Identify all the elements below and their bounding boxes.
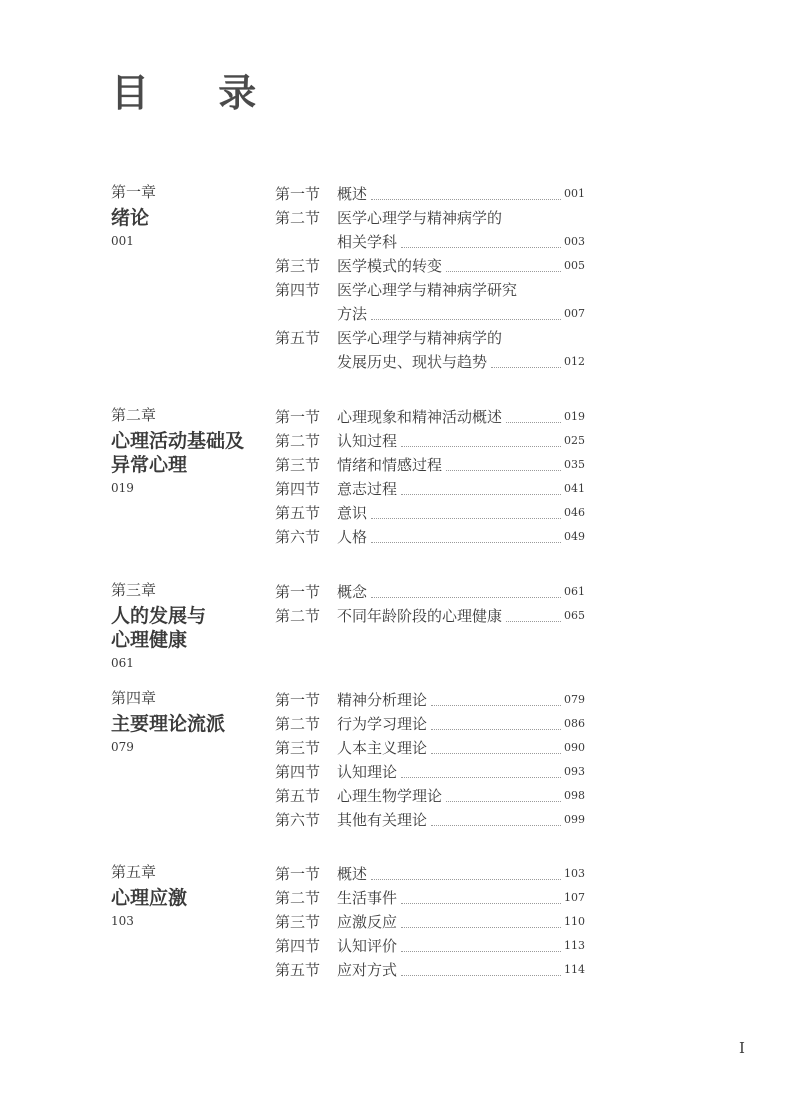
toc-entry[interactable] bbox=[275, 604, 585, 628]
dot-leader bbox=[371, 319, 561, 320]
section-title: 方法 bbox=[337, 305, 368, 323]
chapter-title bbox=[111, 886, 271, 910]
section-number: 第四节 bbox=[275, 763, 321, 781]
section-number: 第一节 bbox=[275, 865, 321, 883]
section-page-number: 090 bbox=[564, 741, 585, 754]
section-list bbox=[275, 862, 585, 982]
section-page-number: 103 bbox=[564, 867, 585, 880]
section-number: 第三节 bbox=[275, 913, 321, 931]
section-page-number: 110 bbox=[564, 915, 585, 928]
toc-entry[interactable] bbox=[275, 808, 585, 832]
toc-entry[interactable] bbox=[275, 254, 585, 278]
section-number: 第一节 bbox=[275, 583, 321, 601]
chapter-title-line: 心理活动基础及 bbox=[111, 430, 245, 452]
section-page-number: 041 bbox=[564, 482, 585, 495]
page-number: I bbox=[739, 1039, 745, 1057]
section-number: 第四节 bbox=[275, 937, 321, 955]
chapter-label: 第二章 bbox=[111, 406, 157, 424]
section-page-number: 107 bbox=[564, 891, 585, 904]
section-page-number: 114 bbox=[564, 963, 585, 976]
section-title: 不同年龄阶段的心理健康 bbox=[337, 607, 503, 625]
section-title: 医学心理学与精神病学的 bbox=[337, 209, 503, 227]
toc-entry[interactable] bbox=[275, 688, 585, 712]
section-number: 第三节 bbox=[275, 257, 321, 275]
section-number: 第五节 bbox=[275, 504, 321, 522]
section-list bbox=[275, 182, 585, 374]
dot-leader bbox=[401, 247, 561, 248]
chapter-title bbox=[111, 429, 271, 477]
chapter-label: 第五章 bbox=[111, 863, 157, 881]
section-title: 医学模式的转变 bbox=[337, 257, 443, 275]
section-title: 发展历史、现状与趋势 bbox=[337, 353, 488, 371]
section-title: 医学心理学与精神病学的 bbox=[337, 329, 503, 347]
dot-leader bbox=[401, 446, 561, 447]
chapter-heading bbox=[111, 182, 271, 250]
dot-leader bbox=[491, 367, 561, 368]
section-page-number: 005 bbox=[564, 259, 585, 272]
chapter-page-number: 103 bbox=[111, 914, 134, 928]
section-number: 第三节 bbox=[275, 739, 321, 757]
chapter-label: 第三章 bbox=[111, 581, 157, 599]
chapter-title bbox=[111, 206, 271, 230]
section-page-number: 086 bbox=[564, 717, 585, 730]
chapter-title-line: 绪论 bbox=[111, 207, 150, 229]
chapter-heading bbox=[111, 405, 271, 497]
dot-leader bbox=[506, 422, 561, 423]
section-number: 第四节 bbox=[275, 281, 321, 299]
section-title: 心理生物学理论 bbox=[337, 787, 443, 805]
section-title: 人格 bbox=[337, 528, 368, 546]
toc-title: 目 录 bbox=[111, 70, 285, 115]
dot-leader bbox=[446, 271, 561, 272]
section-number: 第六节 bbox=[275, 811, 321, 829]
section-page-number: 065 bbox=[564, 609, 585, 622]
dot-leader bbox=[431, 753, 561, 754]
section-title: 意识 bbox=[337, 504, 368, 522]
dot-leader bbox=[371, 199, 561, 200]
toc-entry[interactable] bbox=[275, 405, 585, 429]
section-number: 第一节 bbox=[275, 691, 321, 709]
dot-leader bbox=[401, 927, 561, 928]
section-title: 概述 bbox=[337, 865, 368, 883]
section-list bbox=[275, 580, 585, 628]
section-page-number: 046 bbox=[564, 506, 585, 519]
section-title: 应对方式 bbox=[337, 961, 398, 979]
toc-entry[interactable] bbox=[275, 326, 585, 374]
section-page-number: 012 bbox=[564, 355, 585, 368]
section-title: 认知过程 bbox=[337, 432, 398, 450]
section-title: 意志过程 bbox=[337, 480, 398, 498]
section-title: 人本主义理论 bbox=[337, 739, 428, 757]
toc-entry[interactable] bbox=[275, 784, 585, 808]
dot-leader bbox=[401, 777, 561, 778]
toc-entry[interactable] bbox=[275, 712, 585, 736]
toc-entry[interactable] bbox=[275, 886, 585, 910]
dot-leader bbox=[446, 470, 561, 471]
section-number: 第二节 bbox=[275, 889, 321, 907]
chapter-page-number: 001 bbox=[111, 234, 134, 248]
section-title: 认知理论 bbox=[337, 763, 398, 781]
section-page-number: 019 bbox=[564, 410, 585, 423]
section-page-number: 079 bbox=[564, 693, 585, 706]
section-title: 生活事件 bbox=[337, 889, 398, 907]
dot-leader bbox=[431, 825, 561, 826]
section-page-number: 007 bbox=[564, 307, 585, 320]
section-title: 概述 bbox=[337, 185, 368, 203]
section-title: 医学心理学与精神病学研究 bbox=[337, 281, 518, 299]
dot-leader bbox=[371, 879, 561, 880]
section-page-number: 049 bbox=[564, 530, 585, 543]
toc-entry[interactable] bbox=[275, 278, 585, 326]
section-number: 第二节 bbox=[275, 715, 321, 733]
section-number: 第二节 bbox=[275, 209, 321, 227]
chapter-title-line: 心理健康 bbox=[111, 629, 188, 651]
toc-entry[interactable] bbox=[275, 453, 585, 477]
section-page-number: 001 bbox=[564, 187, 585, 200]
section-title: 情绪和情感过程 bbox=[337, 456, 443, 474]
section-list bbox=[275, 405, 585, 549]
section-list bbox=[275, 688, 585, 832]
chapter-title-line: 异常心理 bbox=[111, 454, 188, 476]
dot-leader bbox=[401, 975, 561, 976]
section-number: 第一节 bbox=[275, 408, 321, 426]
section-page-number: 113 bbox=[564, 939, 585, 952]
toc-entry[interactable] bbox=[275, 934, 585, 958]
dot-leader bbox=[446, 801, 561, 802]
toc-entry[interactable] bbox=[275, 206, 585, 254]
section-number: 第五节 bbox=[275, 961, 321, 979]
section-title: 概念 bbox=[337, 583, 368, 601]
section-page-number: 099 bbox=[564, 813, 585, 826]
section-page-number: 061 bbox=[564, 585, 585, 598]
chapter-heading bbox=[111, 862, 271, 930]
chapter-label: 第四章 bbox=[111, 689, 157, 707]
dot-leader bbox=[401, 951, 561, 952]
section-title: 心理现象和精神活动概述 bbox=[337, 408, 503, 426]
chapter-title-line: 人的发展与 bbox=[111, 605, 207, 627]
section-number: 第五节 bbox=[275, 329, 321, 347]
dot-leader bbox=[401, 494, 561, 495]
section-page-number: 003 bbox=[564, 235, 585, 248]
chapter-page-number: 061 bbox=[111, 656, 134, 670]
section-number: 第二节 bbox=[275, 432, 321, 450]
section-page-number: 035 bbox=[564, 458, 585, 471]
section-title: 行为学习理论 bbox=[337, 715, 428, 733]
section-page-number: 025 bbox=[564, 434, 585, 447]
chapter-heading bbox=[111, 580, 271, 672]
dot-leader bbox=[401, 903, 561, 904]
toc-entry[interactable] bbox=[275, 182, 585, 206]
toc-entry[interactable] bbox=[275, 862, 585, 886]
toc-entry[interactable] bbox=[275, 910, 585, 934]
dot-leader bbox=[431, 705, 561, 706]
section-title: 相关学科 bbox=[337, 233, 398, 251]
toc-entry[interactable] bbox=[275, 736, 585, 760]
dot-leader bbox=[506, 621, 561, 622]
toc-entry[interactable] bbox=[275, 958, 585, 982]
toc-entry[interactable] bbox=[275, 477, 585, 501]
toc-entry[interactable] bbox=[275, 580, 585, 604]
chapter-page-number: 079 bbox=[111, 740, 134, 754]
dot-leader bbox=[371, 518, 561, 519]
chapter-title bbox=[111, 604, 271, 652]
dot-leader bbox=[431, 729, 561, 730]
chapter-heading bbox=[111, 688, 271, 756]
section-page-number: 093 bbox=[564, 765, 585, 778]
chapter-title bbox=[111, 712, 271, 736]
section-number: 第六节 bbox=[275, 528, 321, 546]
section-title: 应激反应 bbox=[337, 913, 398, 931]
toc-entry[interactable] bbox=[275, 525, 585, 549]
chapter-title-line: 主要理论流派 bbox=[111, 713, 226, 735]
chapter-title-line: 心理应激 bbox=[111, 887, 188, 909]
section-number: 第三节 bbox=[275, 456, 321, 474]
section-number: 第二节 bbox=[275, 607, 321, 625]
chapter-page-number: 019 bbox=[111, 481, 134, 495]
dot-leader bbox=[371, 597, 561, 598]
section-number: 第四节 bbox=[275, 480, 321, 498]
toc-entry[interactable] bbox=[275, 760, 585, 784]
section-number: 第五节 bbox=[275, 787, 321, 805]
section-page-number: 098 bbox=[564, 789, 585, 802]
section-title: 其他有关理论 bbox=[337, 811, 428, 829]
section-number: 第一节 bbox=[275, 185, 321, 203]
toc-entry[interactable] bbox=[275, 501, 585, 525]
chapter-label: 第一章 bbox=[111, 183, 157, 201]
section-title: 认知评价 bbox=[337, 937, 398, 955]
dot-leader bbox=[371, 542, 561, 543]
toc-entry[interactable] bbox=[275, 429, 585, 453]
section-title: 精神分析理论 bbox=[337, 691, 428, 709]
